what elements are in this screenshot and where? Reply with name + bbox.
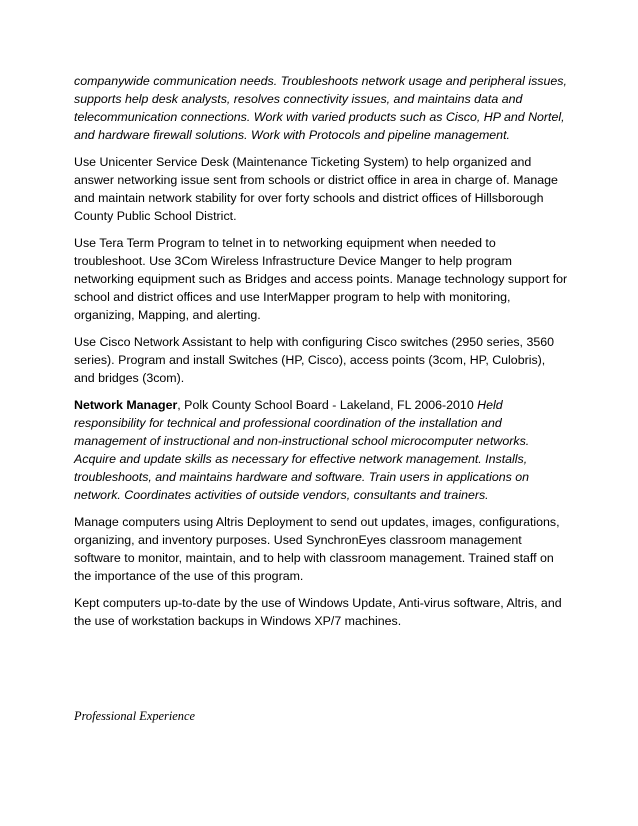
paragraph-network-manager — [74, 396, 568, 504]
document-body — [74, 72, 568, 639]
paragraph-cisco-assistant: Use Cisco Network Assistant to help with configuring Cisco switches (2950 series, 3560 series). Program and install Switches (HP, Cisco), access points (3com, HP, Culobris), and bridges (3com). — [74, 335, 555, 385]
job-employer-location-dates: , Polk County School Board - Lakeland, FL 2006-2010 — [177, 398, 478, 412]
paragraph-windows-update: Kept computers up-to-date by the use of Windows Update, Anti-virus software, Altris, and the use of workstation backups in Windows XP/7 machines. — [74, 596, 562, 628]
paragraph-company-duties: companywide communication needs. Troubleshoots network usage and peripheral issues, supports help desk analysts, resolves connectivity issues, and maintains data and telecommunication connections. Work with varied products such as Cisco, HP and Nortel, and hardware firewall solutions. Work with Protocols and pipeline management. — [74, 74, 567, 142]
paragraph-altris: Manage computers using Altris Deployment to send out updates, images, configurations, organizing, and inventory purposes. Used SynchronEyes classroom management software to monitor, maintain, and to help with classroom management. Trained staff on the importance of the use of this program. — [74, 515, 560, 583]
paragraph-unicenter: Use Unicenter Service Desk (Maintenance Ticketing System) to help organized and answer networking issue sent from schools or district office in area in charge of. Manage and maintain network stability for over forty schools and district offices of Hillsborough County Public School District. — [74, 155, 558, 223]
page-footer: Professional Experience — [74, 709, 196, 723]
paragraph-tera-term: Use Tera Term Program to telnet in to networking equipment when needed to troubleshoot. Use 3Com Wireless Infrastructure Device Manger to help program networking equipment such as Bridges and access points. Manage technology support for school and district offices and use InterMapper program to help with monitoring, organizing, Mapping, and alerting. — [74, 236, 568, 322]
job-description: Held responsibility for technical and professional coordination of the installation and management of instructional and non-instructional school microcomputer networks. Acquire and update skills as necessary for effective network management. Installs, troubleshoots, and maintains hardware and software. Train users in applications on network. Coordinates activities of outside vendors, consultants and trainers. — [74, 398, 530, 502]
job-title: Network Manager — [74, 398, 178, 412]
